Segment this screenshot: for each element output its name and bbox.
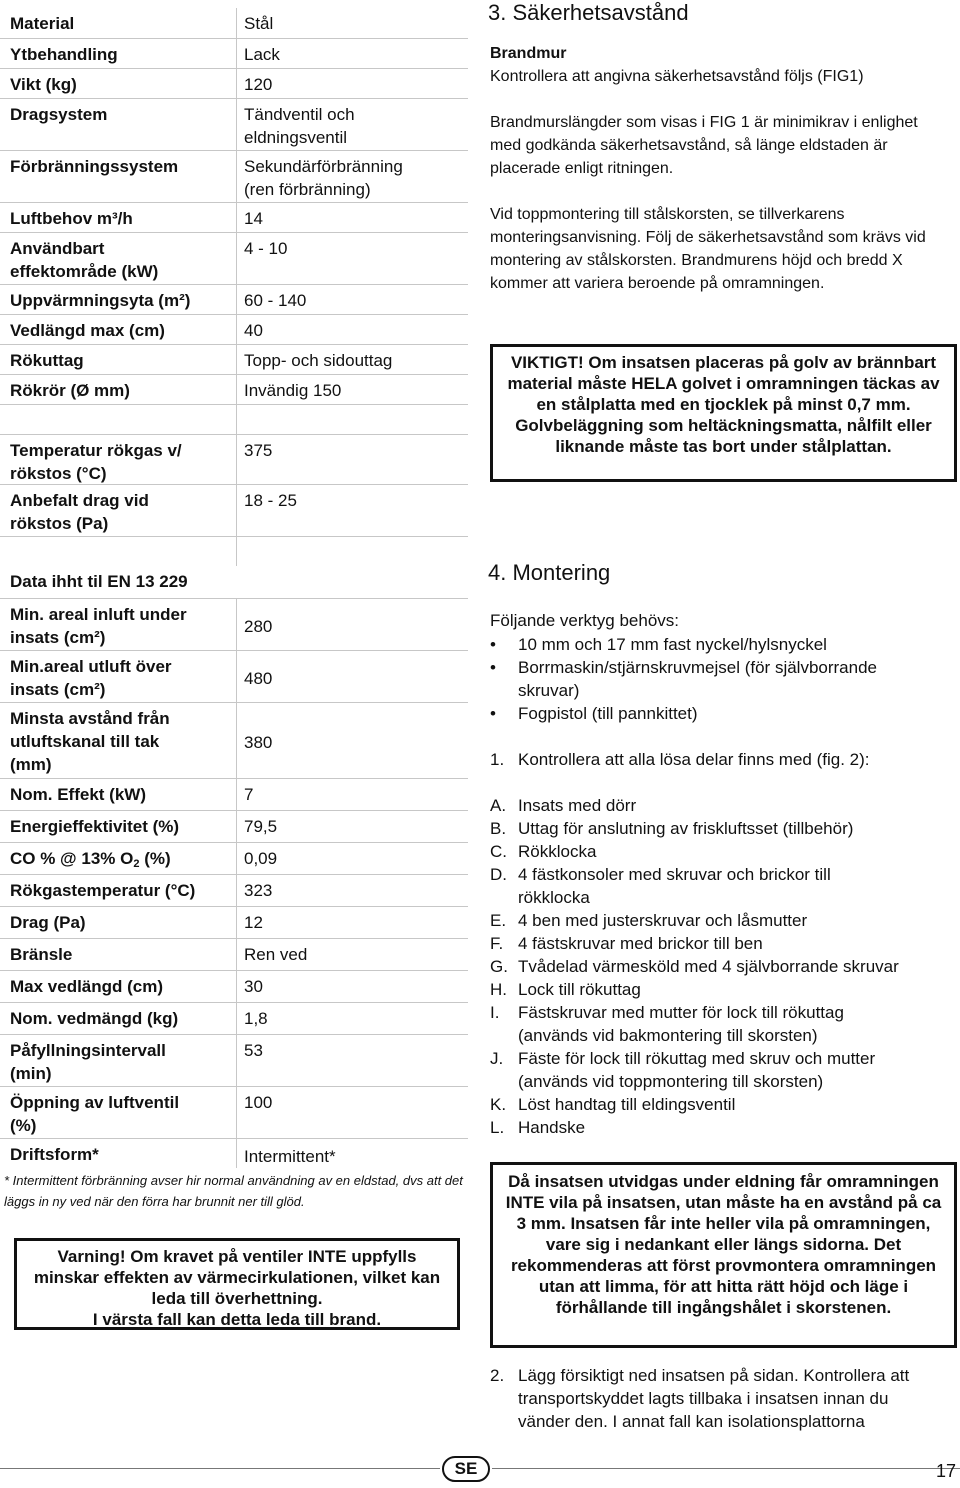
en-row — [0, 874, 468, 907]
spec-value: 60 - 140 — [244, 291, 307, 310]
spec-label: Dragsystem — [10, 105, 108, 124]
part-key: E. — [490, 911, 507, 930]
spec-value: 0,09 — [244, 849, 278, 868]
part-text: Löst handtag till eldingsventil — [518, 1095, 736, 1114]
spec-row-dragsystem — [0, 98, 468, 151]
spec-label: Minsta avstånd från utluftskanal till tak (mm) — [10, 709, 170, 774]
label-text: (%) — [139, 849, 171, 868]
notice-box: Då insatsen utvidgas under eldning får omramningen INTE vila på insatsen, utan måste ha en avstånd på ca 3 mm. Insatsen får inte heller vila på omramningen, vare sig i nedankant eller längs sidorna. Det rekommenderas att först provmontera omramningen utan att limma, för att hitta rätt höjd och läge i förhållande till ingångshålet i skorstenen. — [490, 1162, 957, 1348]
bullet-icon: • — [490, 658, 496, 677]
spec-value: Ren ved — [244, 945, 308, 964]
part-key: L. — [490, 1118, 505, 1137]
part-text: Uttag för anslutning av friskluftsset (tillbehör) — [518, 819, 854, 838]
spec-label: Användbart effektområde (kW) — [10, 239, 159, 281]
spec-label: Ytbehandling — [10, 45, 118, 64]
spec-row-vikt — [0, 68, 468, 99]
spec-value: 14 — [244, 209, 263, 228]
step-number: 2. — [490, 1366, 505, 1385]
part-key: F. — [490, 934, 504, 953]
spec-label: Anbefalt drag vid rökstos (Pa) — [10, 491, 149, 533]
spec-value: 120 — [244, 75, 273, 94]
part-text: Insats med dörr — [518, 796, 637, 815]
part-key: H. — [490, 980, 507, 999]
spec-label: Drag (Pa) — [10, 913, 86, 932]
spec-row-spacer — [0, 536, 468, 567]
spec-label: Driftsform* — [10, 1145, 99, 1164]
step-text: Kontrollera att alla lösa delar finns med (fig. 2): — [518, 750, 870, 769]
step-text: Lägg försiktigt ned insatsen på sidan. Kontrollera att transportskyddet lagts tillbaka i insatsen innan du vänder den. I annat fall kan isolationsplattorna — [518, 1366, 910, 1431]
spec-row-effektomrade — [0, 232, 468, 285]
section3-subtitle: Brandmur — [490, 45, 567, 62]
tools-intro: Följande verktyg behövs: — [490, 611, 679, 630]
en-row — [0, 938, 468, 971]
part-text: Fäste för lock till rökuttag med skruv och mutter (används vid toppmontering till skorsten) — [518, 1049, 876, 1091]
part-key: I. — [490, 1003, 500, 1022]
spec-value: 40 — [244, 321, 263, 340]
spec-value: Topp- och sidouttag — [244, 351, 393, 370]
en-row — [0, 1002, 468, 1035]
part-text: Tvådelad värmesköld med 4 självborrande skruvar — [518, 957, 899, 976]
spec-value: 18 - 25 — [244, 491, 297, 510]
spec-label: Öppning av luftventil (%) — [10, 1093, 180, 1135]
part-text: Rökklocka — [518, 842, 597, 861]
spec-row-material — [0, 8, 468, 38]
spec-label: Uppvärmningsyta (m²) — [10, 291, 191, 310]
section3-p1: Kontrollera att angivna säkerhetsavstånd följs (FIG1) — [490, 68, 864, 85]
spec-value: Sekundärförbränning (ren förbränning) — [244, 157, 403, 199]
spec-value: 53 — [244, 1041, 263, 1060]
part-text: Lock till rökuttag — [518, 980, 641, 999]
part-key: K. — [490, 1095, 507, 1114]
en-row — [0, 650, 468, 703]
spec-row-ytbehandling — [0, 38, 468, 69]
en-row — [0, 1138, 468, 1171]
part-key: J. — [490, 1049, 504, 1068]
spec-label: Luftbehov m³/h — [10, 209, 133, 228]
spec-value: 30 — [244, 977, 263, 996]
section3-p3: Vid toppmontering till stålskorsten, se tillverkarens monteringsanvisning. Följ de säkerhetsavstånd som krävs vid montering av stålskorsten. Brandmurens höjd och bredd X kommer att variera beroende på omramningen. — [490, 206, 926, 292]
spec-label — [10, 847, 230, 876]
part-key: D. — [490, 865, 507, 884]
table-divider — [236, 598, 237, 1168]
footer-rule-left — [0, 1468, 440, 1469]
spec-row-rokror — [0, 374, 468, 405]
spec-value: 4 - 10 — [244, 239, 288, 258]
spec-label: Vedlängd max (cm) — [10, 321, 165, 340]
section4-title — [488, 560, 610, 586]
spec-value: Intermittent* — [244, 1147, 336, 1166]
part-key: B. — [490, 819, 507, 838]
spec-row-empty — [0, 404, 468, 435]
en-row — [0, 1086, 468, 1139]
en-row — [0, 906, 468, 939]
spec-value: 375 — [244, 441, 273, 460]
spec-label: Nom. vedmängd (kg) — [10, 1009, 179, 1028]
en-row — [0, 1034, 468, 1087]
spec-value: 323 — [244, 881, 273, 900]
en-row — [0, 810, 468, 843]
spec-row-luftbehov — [0, 202, 468, 233]
spec-label: Material — [10, 14, 75, 33]
spec-value: 79,5 — [244, 817, 278, 836]
spec-value: 480 — [244, 669, 273, 688]
spec-value: 12 — [244, 913, 263, 932]
spec-label: Rökuttag — [10, 351, 84, 370]
spec-label: Max vedlängd (cm) — [10, 977, 164, 996]
en-row — [0, 842, 468, 875]
label-subscript: 2 — [133, 858, 140, 870]
part-text: 4 fästkonsoler med skruvar och brickor till rökklocka — [518, 865, 831, 907]
page-number: 17 — [935, 1461, 956, 1481]
spec-label: Min. areal inluft under insats (cm²) — [10, 605, 187, 647]
spec-label: Förbränningssystem — [10, 157, 179, 176]
en-row — [0, 598, 468, 651]
spec-value: Invändig 150 — [244, 381, 342, 400]
tool-text: 10 mm och 17 mm fast nyckel/hylsnyckel — [518, 635, 827, 654]
part-key: G. — [490, 957, 508, 976]
table-divider — [236, 8, 237, 566]
spec-value: 1,8 — [244, 1009, 268, 1028]
spec-row-rokuttag — [0, 344, 468, 375]
spec-value: 100 — [244, 1093, 273, 1112]
language-badge: SE — [442, 1456, 490, 1482]
part-text: Fästskruvar med mutter för lock till rökuttag (används vid bakmontering till skorsten) — [518, 1003, 844, 1045]
part-key: C. — [490, 842, 507, 861]
footer-rule-right — [492, 1468, 960, 1469]
en-row — [0, 778, 468, 811]
part-text: Handske — [518, 1118, 586, 1137]
en-row — [0, 970, 468, 1003]
bullet-icon: • — [490, 635, 496, 654]
spec-row-forbranningssystem — [0, 150, 468, 203]
spec-value: 380 — [244, 733, 273, 752]
part-text: 4 ben med justerskruvar och låsmutter — [518, 911, 808, 930]
section-title: 4. Montering — [488, 560, 611, 585]
spec-label: Energieffektivitet (%) — [10, 817, 180, 836]
spec-label: Rökgastemperatur (°C) — [10, 881, 196, 900]
section3-title — [488, 0, 689, 26]
spec-row-drag — [0, 484, 468, 537]
spec-label: Påfyllningsintervall (min) — [10, 1041, 166, 1083]
tool-text: Borrmaskin/stjärnskruvmejsel (för självborrande skruvar) — [518, 658, 878, 700]
en-row — [0, 702, 468, 779]
important-box: VIKTIGT! Om insatsen placeras på golv av brännbart material måste HELA golvet i omramningen täckas av en stålplatta med en tjocklek på minst 0,7 mm. Golvbeläggning som heltäckningsmatta, nålfilt eller liknande måste tas bort under stålplattan. — [490, 344, 957, 482]
spec-label: Rökrör (Ø mm) — [10, 381, 130, 400]
spec-label: Bränsle — [10, 945, 73, 964]
spec-value: 280 — [244, 617, 273, 636]
spec-label: Vikt (kg) — [10, 75, 77, 94]
label-text: CO % @ 13% O — [10, 849, 134, 868]
spec-value: Tändventil och eldningsventil — [244, 105, 355, 147]
section3-p2: Brandmurslängder som visas i FIG 1 är minimikrav i enlighet med godkända säkerhetsavstånd, så länge eldstaden är placerade enligt ritningen. — [490, 114, 918, 177]
spec-label: Temperatur rökgas v/ rökstos (°C) — [10, 441, 182, 483]
spec-value: Stål — [244, 14, 274, 33]
part-text: 4 fästskruvar med brickor till ben — [518, 934, 763, 953]
footnote: * Intermittent förbränning avser hir normal användning av en eldstad, dvs att det läggs in ny ved när den förra har brunnit ner till glöd. — [4, 1173, 463, 1209]
spec-value: 7 — [244, 785, 254, 804]
spec-row-uppvarmningsyta — [0, 284, 468, 315]
spec-row-temperatur — [0, 434, 468, 485]
en-heading: Data ihht til EN 13 229 — [10, 572, 188, 591]
spec-row-vedlangd — [0, 314, 468, 345]
section-title: 3. Säkerhetsavstånd — [488, 0, 689, 25]
warning-box: Varning! Om kravet på ventiler INTE uppfylls minskar effekten av värmecirkulationen, vilket kan leda till överhettning. I värsta fall kan detta leda till brand. — [14, 1238, 460, 1330]
spec-label: Min.areal utluft över insats (cm²) — [10, 657, 172, 699]
spec-value: Lack — [244, 45, 280, 64]
step-number: 1. — [490, 750, 505, 769]
part-key: A. — [490, 796, 507, 815]
spec-label: Nom. Effekt (kW) — [10, 785, 146, 804]
bullet-icon: • — [490, 704, 496, 723]
tool-text: Fogpistol (till pannkittet) — [518, 704, 698, 723]
